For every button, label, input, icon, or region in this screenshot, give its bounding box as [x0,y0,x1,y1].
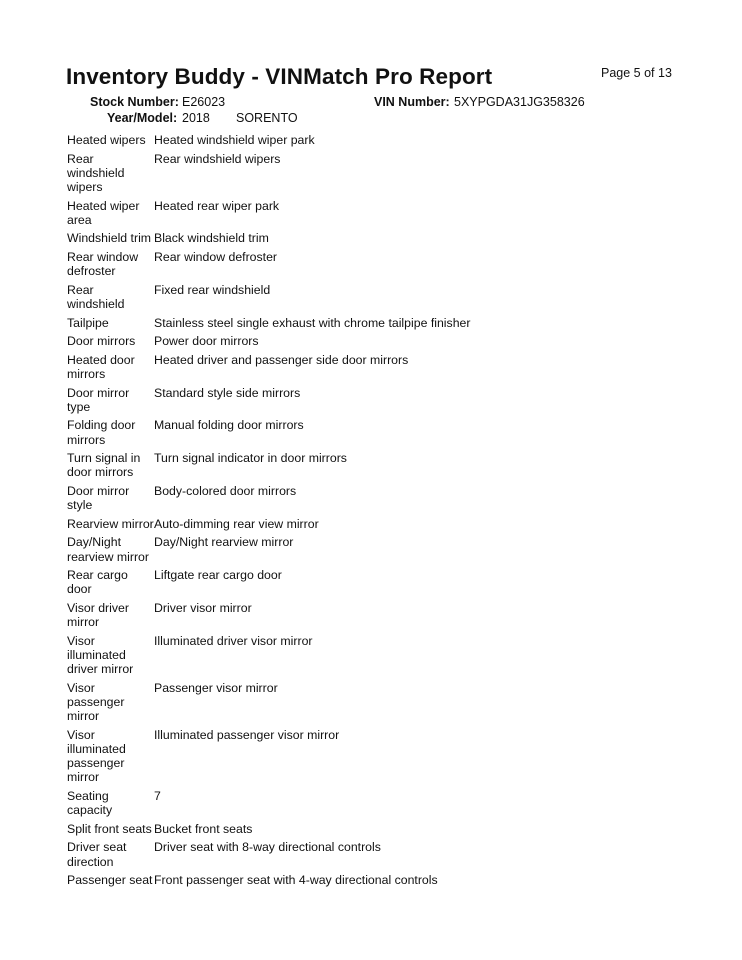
spec-value: Front passenger seat with 4-way directional controls [154,873,438,888]
spec-name: Passenger seat [67,873,153,888]
spec-name: Rear windshield [67,282,125,311]
spec-value: Driver seat with 8-way directional controls [154,840,381,855]
stock-number-label: Stock Number: [90,95,179,109]
spec-value: Day/Night rearview mirror [154,535,294,550]
spec-name: Door mirror style [67,483,130,513]
table-row [67,283,687,316]
spec-name: Door mirror type [67,385,130,414]
table-row [67,231,687,250]
spec-name: Visor passenger mirror [67,680,125,724]
spec-value: Auto-dimming rear view mirror [154,516,319,531]
page-number: Page 5 of 13 [601,66,672,80]
table-row [67,517,687,536]
table-row [67,152,687,199]
spec-name: Rearview mirror [67,516,154,531]
spec-value: Body-colored door mirrors [154,483,297,498]
spec-value: Turn signal indicator in door mirrors [154,451,347,466]
spec-value: Passenger visor mirror [154,680,278,695]
spec-name: Split front seats [67,821,152,836]
spec-name: Turn signal in door mirrors [67,451,141,480]
spec-value: Rear windshield wipers [154,151,281,166]
spec-name: Visor driver mirror [67,600,129,630]
vin-number-value: 5XYPGDA31JG358326 [454,95,585,109]
spec-value: Illuminated driver visor mirror [154,633,313,648]
table-row [67,316,687,335]
spec-name: Heated door mirrors [67,352,135,381]
spec-value: Heated windshield wiper park [154,133,315,147]
spec-value: 7 [154,788,161,803]
spec-value: Illuminated passenger visor mirror [154,727,340,742]
spec-value: Rear window defroster [154,249,278,264]
spec-value: Power door mirrors [154,334,259,349]
table-row [67,601,687,634]
spec-name: Rear windshield wipers [67,151,125,194]
spec-value: Heated driver and passenger side door mirrors [154,352,409,367]
table-row [67,353,687,386]
table-row [67,250,687,283]
spec-name: Folding door mirrors [67,418,136,447]
spec-name: Heated wipers [67,133,146,147]
spec-name: Heated wiper area [67,198,140,227]
spec-value: Standard style side mirrors [154,385,301,400]
spec-name: Rear cargo door [67,568,128,597]
spec-value: Heated rear wiper park [154,198,280,213]
spec-name: Rear window defroster [67,249,139,279]
spec-name: Visor illuminated driver mirror [67,633,134,677]
report-title: Inventory Buddy - VINMatch Pro Report [66,64,493,89]
table-row [67,568,687,601]
table-row [67,822,687,841]
table-row [67,451,687,484]
table-row [67,535,687,568]
table-row [67,484,687,517]
spec-name: Visor illuminated passenger mirror [67,727,126,785]
table-row [67,840,687,873]
spec-value: Stainless steel single exhaust with chrome tailpipe finisher [154,315,471,330]
table-row [67,199,687,232]
spec-value: Liftgate rear cargo door [154,568,282,583]
table-row [67,728,687,789]
table-row [67,133,687,152]
spec-value: Driver visor mirror [154,600,252,615]
spec-value: Fixed rear windshield [154,282,271,297]
spec-value: Manual folding door mirrors [154,418,304,433]
spec-name: Seating capacity [67,788,113,818]
table-row [67,418,687,451]
spec-name: Tailpipe [67,315,109,330]
spec-name: Day/Night rearview mirror [67,535,149,564]
table-row [67,681,687,728]
table-row [67,873,687,892]
model-value: SORENTO [236,111,298,125]
table-row [67,334,687,353]
spec-name: Driver seat direction [67,840,127,869]
table-row [67,789,687,822]
vin-number-label: VIN Number: [374,95,450,109]
table-row [67,634,687,681]
year-model-label: Year/Model: [107,111,178,125]
year-value: 2018 [182,111,210,125]
spec-value: Black windshield trim [154,231,269,246]
spec-name: Door mirrors [67,334,136,349]
spec-table [67,133,687,892]
table-row [67,386,687,419]
stock-number-value: E26023 [182,95,226,109]
spec-name: Windshield trim [67,231,152,246]
spec-value: Bucket front seats [154,821,253,836]
